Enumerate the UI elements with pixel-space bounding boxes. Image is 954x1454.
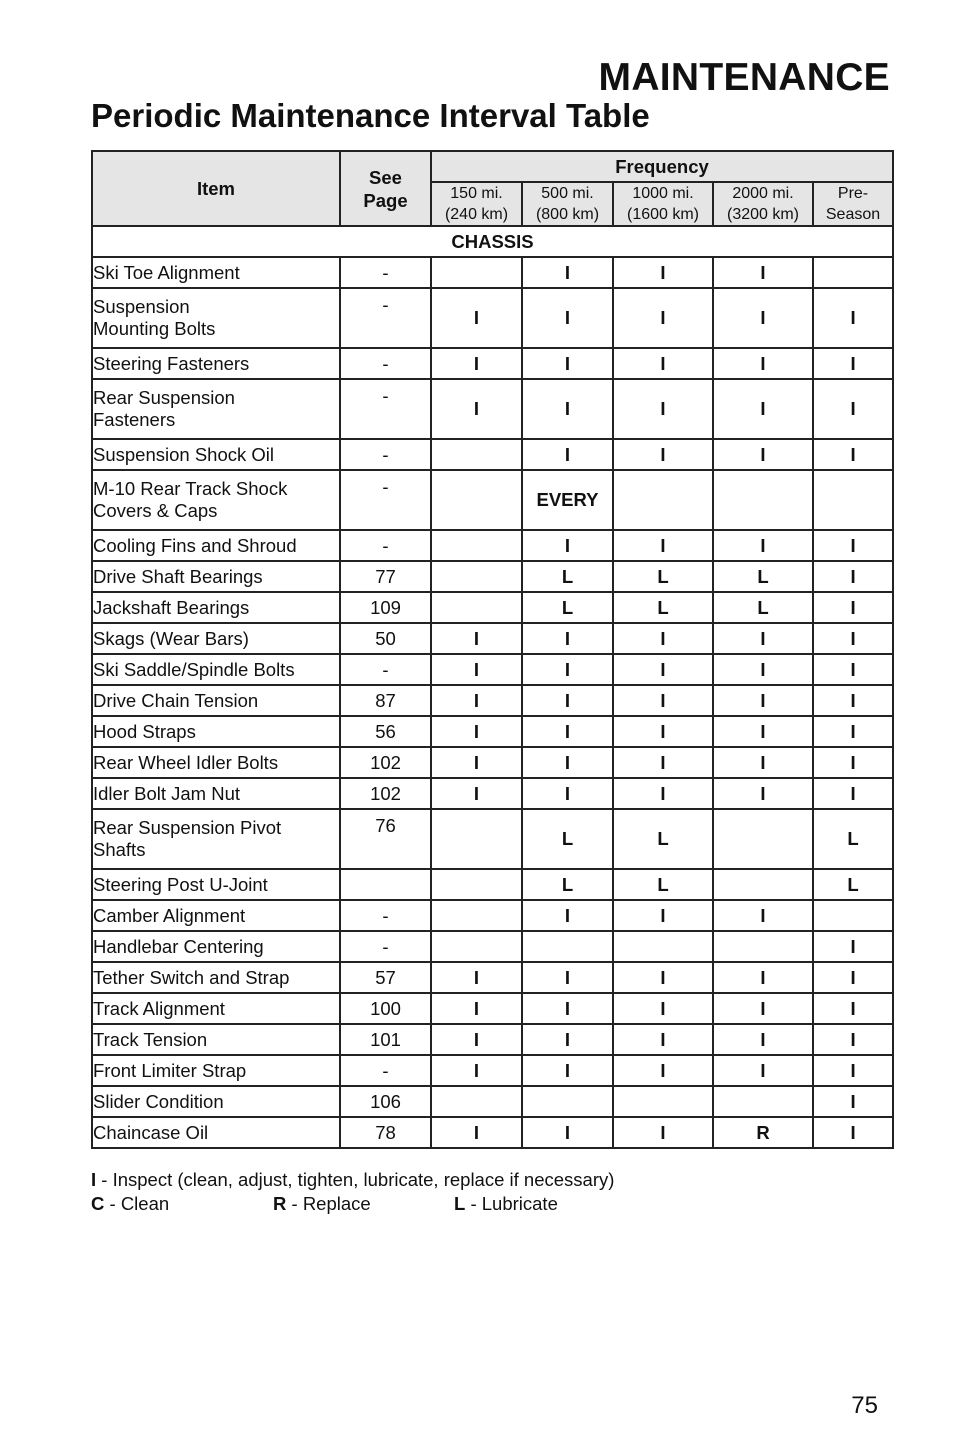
frequency-cell: L [813, 809, 893, 869]
frequency-cell: I [431, 747, 522, 778]
frequency-cell: I [613, 962, 713, 993]
item-cell: Chaincase Oil [92, 1117, 340, 1148]
frequency-cell: I [813, 1086, 893, 1117]
frequency-cell: L [522, 869, 613, 900]
frequency-cell: I [522, 1024, 613, 1055]
frequency-cell: I [713, 778, 813, 809]
table-row [92, 530, 893, 561]
frequency-cell [522, 931, 613, 962]
see-page-cell: 50 [340, 623, 431, 654]
frequency-cell: L [522, 809, 613, 869]
see-page-cell: 78 [340, 1117, 431, 1148]
frequency-cell: I [522, 1117, 613, 1148]
frequency-cell: I [431, 288, 522, 348]
frequency-cell: I [431, 685, 522, 716]
interval-header: 1000 mi. (1600 km) [613, 182, 713, 226]
frequency-cell: I [431, 1055, 522, 1086]
item-cell: Track Tension [92, 1024, 340, 1055]
table-row [92, 747, 893, 778]
frequency-cell [431, 809, 522, 869]
see-page-cell: - [340, 1055, 431, 1086]
frequency-cell: I [713, 1024, 813, 1055]
item-cell: M-10 Rear Track Shock Covers & Caps [92, 470, 340, 530]
item-cell: Suspension Shock Oil [92, 439, 340, 470]
see-page-cell: 102 [340, 778, 431, 809]
table-row [92, 623, 893, 654]
frequency-cell: I [713, 288, 813, 348]
item-cell: Suspension Mounting Bolts [92, 288, 340, 348]
item-cell: Idler Bolt Jam Nut [92, 778, 340, 809]
frequency-cell: L [522, 592, 613, 623]
item-cell: Rear Wheel Idler Bolts [92, 747, 340, 778]
item-cell: Drive Chain Tension [92, 685, 340, 716]
interval-header: Pre- Season [813, 182, 893, 226]
see-page-cell: - [340, 654, 431, 685]
frequency-cell [431, 1086, 522, 1117]
see-page-cell: - [340, 348, 431, 379]
see-page-line1: See [369, 166, 402, 188]
frequency-cell: I [813, 931, 893, 962]
item-cell: Track Alignment [92, 993, 340, 1024]
frequency-cell: L [613, 561, 713, 592]
frequency-cell [522, 1086, 613, 1117]
table-row [92, 1117, 893, 1148]
frequency-cell [431, 439, 522, 470]
frequency-cell: I [613, 257, 713, 288]
frequency-cell: L [522, 561, 613, 592]
frequency-cell: I [813, 348, 893, 379]
frequency-cell: I [613, 747, 713, 778]
frequency-cell: L [613, 809, 713, 869]
item-cell: Rear Suspension Fasteners [92, 379, 340, 439]
see-page-cell: 109 [340, 592, 431, 623]
frequency-cell: I [613, 439, 713, 470]
frequency-cell [431, 561, 522, 592]
frequency-cell: I [522, 379, 613, 439]
frequency-cell: L [613, 592, 713, 623]
table-row [92, 900, 893, 931]
see-page-cell: - [340, 900, 431, 931]
table-row [92, 931, 893, 962]
frequency-cell: I [813, 623, 893, 654]
table-row [92, 592, 893, 623]
frequency-cell: I [431, 716, 522, 747]
frequency-cell [431, 931, 522, 962]
frequency-cell [713, 1086, 813, 1117]
see-page-cell: 102 [340, 747, 431, 778]
see-page-cell: - [340, 257, 431, 288]
see-page-cell: - [340, 931, 431, 962]
frequency-cell: I [613, 1024, 713, 1055]
see-page-cell: - [340, 439, 431, 470]
see-page-cell [340, 869, 431, 900]
maintenance-interval-table [91, 150, 894, 1149]
table-row [92, 809, 893, 869]
frequency-cell: I [813, 288, 893, 348]
section-label-chassis: CHASSIS [92, 226, 893, 257]
column-header-item: Item [92, 151, 340, 226]
frequency-cell: I [522, 348, 613, 379]
table-row [92, 1055, 893, 1086]
item-cell: Rear Suspension Pivot Shafts [92, 809, 340, 869]
frequency-cell: I [431, 1117, 522, 1148]
frequency-cell: I [522, 747, 613, 778]
frequency-cell: I [813, 1117, 893, 1148]
frequency-cell: I [522, 288, 613, 348]
legend-replace: R - Replace [273, 1193, 371, 1214]
frequency-cell: I [713, 654, 813, 685]
interval-header: 2000 mi. (3200 km) [713, 182, 813, 226]
item-cell: Drive Shaft Bearings [92, 561, 340, 592]
frequency-cell: I [713, 993, 813, 1024]
see-page-cell: - [340, 530, 431, 561]
frequency-cell: I [613, 716, 713, 747]
see-page-cell: 101 [340, 1024, 431, 1055]
frequency-cell: I [522, 530, 613, 561]
table-row [92, 1024, 893, 1055]
frequency-cell: I [813, 716, 893, 747]
frequency-cell [613, 470, 713, 530]
frequency-cell: I [813, 747, 893, 778]
frequency-cell: I [713, 623, 813, 654]
table-row [92, 348, 893, 379]
item-cell: Cooling Fins and Shroud [92, 530, 340, 561]
frequency-cell: I [522, 1055, 613, 1086]
frequency-cell [431, 530, 522, 561]
frequency-cell: I [813, 685, 893, 716]
see-page-cell: 106 [340, 1086, 431, 1117]
column-header-see-page [340, 151, 431, 226]
frequency-cell [813, 900, 893, 931]
item-cell: Jackshaft Bearings [92, 592, 340, 623]
see-page-cell: 77 [340, 561, 431, 592]
see-page-cell: 76 [340, 809, 431, 869]
table-row [92, 1086, 893, 1117]
frequency-cell: I [713, 1055, 813, 1086]
frequency-cell: I [431, 623, 522, 654]
table-row [92, 654, 893, 685]
interval-header: 150 mi. (240 km) [431, 182, 522, 226]
frequency-cell: I [522, 257, 613, 288]
frequency-cell: I [813, 1024, 893, 1055]
frequency-cell: R [713, 1117, 813, 1148]
frequency-cell [713, 931, 813, 962]
frequency-cell: I [713, 962, 813, 993]
legend-lubricate: L - Lubricate [454, 1193, 558, 1214]
frequency-cell: I [431, 962, 522, 993]
frequency-cell: I [522, 716, 613, 747]
frequency-cell [713, 809, 813, 869]
frequency-cell: I [613, 900, 713, 931]
item-cell: Steering Post U-Joint [92, 869, 340, 900]
see-page-cell: 87 [340, 685, 431, 716]
frequency-cell: I [813, 993, 893, 1024]
frequency-cell: I [613, 685, 713, 716]
frequency-cell: L [713, 592, 813, 623]
frequency-cell: I [813, 561, 893, 592]
frequency-cell: I [522, 654, 613, 685]
frequency-cell: I [613, 654, 713, 685]
table-row [92, 778, 893, 809]
interval-header: 500 mi. (800 km) [522, 182, 613, 226]
item-cell: Tether Switch and Strap [92, 962, 340, 993]
table-row [92, 869, 893, 900]
frequency-cell: I [613, 1055, 713, 1086]
see-page-line2: Page [363, 189, 408, 211]
frequency-cell: I [613, 348, 713, 379]
frequency-cell: I [431, 993, 522, 1024]
frequency-cell [813, 470, 893, 530]
frequency-cell: I [522, 900, 613, 931]
frequency-cell: EVERY [522, 470, 613, 530]
frequency-cell: I [431, 379, 522, 439]
frequency-cell [431, 257, 522, 288]
column-header-frequency: Frequency [431, 151, 893, 182]
table-row [92, 716, 893, 747]
legend-text-inspect: - Inspect (clean, adjust, tighten, lubricate, replace if necessary) [96, 1169, 615, 1190]
frequency-cell: I [522, 439, 613, 470]
frequency-cell: I [613, 1117, 713, 1148]
frequency-cell [613, 931, 713, 962]
page-title: Periodic Maintenance Interval Table [91, 97, 650, 134]
frequency-cell [431, 470, 522, 530]
frequency-cell: I [613, 993, 713, 1024]
frequency-cell [813, 257, 893, 288]
frequency-cell [431, 592, 522, 623]
legend-line-codes [91, 1192, 614, 1216]
frequency-cell: I [713, 439, 813, 470]
item-cell: Handlebar Centering [92, 931, 340, 962]
frequency-cell: L [613, 869, 713, 900]
frequency-cell: I [431, 654, 522, 685]
frequency-cell: I [522, 778, 613, 809]
frequency-cell [431, 869, 522, 900]
frequency-cell: I [813, 439, 893, 470]
frequency-cell: I [813, 1055, 893, 1086]
frequency-cell: L [713, 561, 813, 592]
frequency-cell: I [713, 348, 813, 379]
see-page-cell: - [340, 379, 431, 439]
frequency-cell: L [813, 869, 893, 900]
section-title: MAINTENANCE [598, 56, 890, 99]
frequency-cell [431, 900, 522, 931]
frequency-cell: I [713, 530, 813, 561]
frequency-cell: I [713, 716, 813, 747]
frequency-cell: I [613, 288, 713, 348]
item-cell: Slider Condition [92, 1086, 340, 1117]
table-row [92, 685, 893, 716]
frequency-cell: I [431, 348, 522, 379]
frequency-cell: I [713, 379, 813, 439]
item-cell: Steering Fasteners [92, 348, 340, 379]
frequency-cell: I [713, 257, 813, 288]
item-cell: Front Limiter Strap [92, 1055, 340, 1086]
frequency-cell [713, 869, 813, 900]
legend-key-inspect: I [91, 1169, 97, 1190]
table-row [92, 561, 893, 592]
frequency-cell: I [613, 623, 713, 654]
frequency-cell: I [613, 379, 713, 439]
frequency-cell: I [713, 685, 813, 716]
item-cell: Skags (Wear Bars) [92, 623, 340, 654]
frequency-cell: I [613, 530, 713, 561]
frequency-cell: I [431, 778, 522, 809]
table-row [92, 962, 893, 993]
see-page-cell: 100 [340, 993, 431, 1024]
see-page-cell: 56 [340, 716, 431, 747]
table-row [92, 470, 893, 530]
frequency-cell: I [522, 993, 613, 1024]
frequency-cell: I [522, 962, 613, 993]
frequency-cell: I [813, 592, 893, 623]
frequency-cell [613, 1086, 713, 1117]
frequency-cell: I [813, 379, 893, 439]
frequency-cell: I [813, 778, 893, 809]
page-number: 75 [851, 1392, 878, 1419]
legend [91, 1168, 614, 1216]
item-cell: Camber Alignment [92, 900, 340, 931]
item-cell: Ski Toe Alignment [92, 257, 340, 288]
frequency-cell: I [713, 747, 813, 778]
table-row [92, 288, 893, 348]
item-cell: Hood Straps [92, 716, 340, 747]
frequency-cell: I [713, 900, 813, 931]
frequency-cell: I [431, 1024, 522, 1055]
see-page-cell: 57 [340, 962, 431, 993]
legend-clean: C - Clean [91, 1193, 170, 1214]
table-row [92, 439, 893, 470]
frequency-cell: I [522, 685, 613, 716]
table-row [92, 993, 893, 1024]
frequency-cell: I [813, 654, 893, 685]
item-cell: Ski Saddle/Spindle Bolts [92, 654, 340, 685]
frequency-cell: I [613, 778, 713, 809]
frequency-cell: I [813, 962, 893, 993]
frequency-cell: I [813, 530, 893, 561]
table-row [92, 257, 893, 288]
see-page-cell: - [340, 288, 431, 348]
legend-line-inspect [91, 1168, 614, 1192]
frequency-cell: I [522, 623, 613, 654]
see-page-cell: - [340, 470, 431, 530]
frequency-cell [713, 470, 813, 530]
table-row [92, 379, 893, 439]
